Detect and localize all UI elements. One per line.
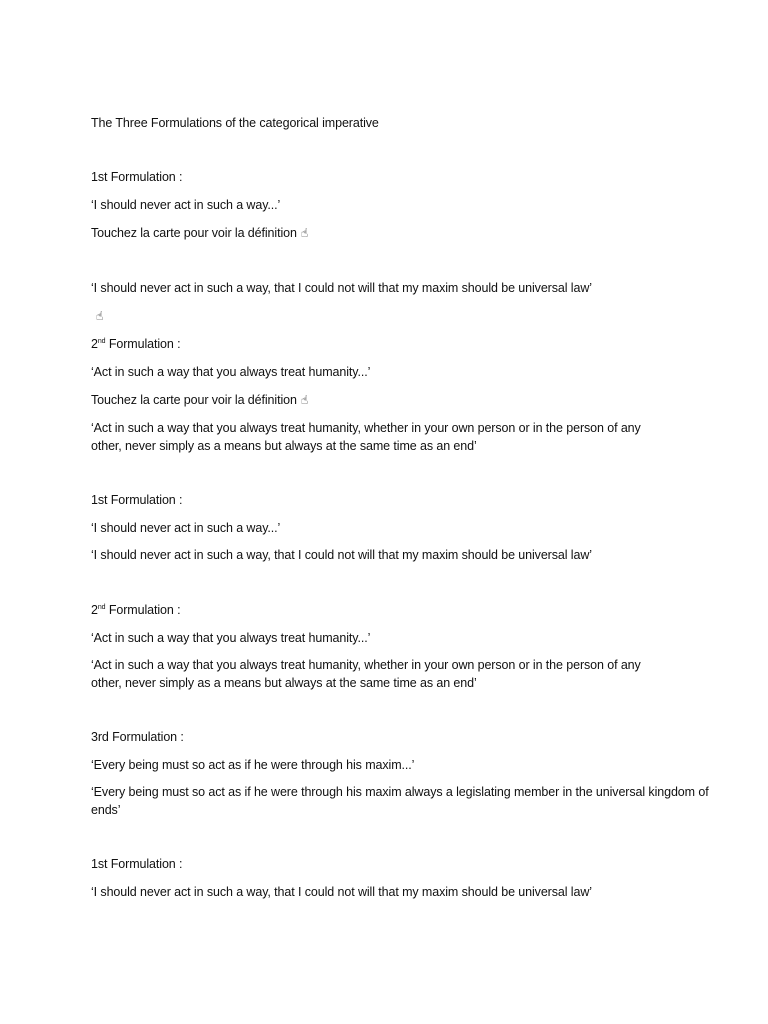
formulation-2-ordinal: nd [97,337,106,345]
formulation-1-heading: 1st Formulation : [91,857,183,871]
formulation-1-heading: 1st Formulation : [91,170,183,184]
pointing-hand-icon: ☝ [300,226,309,240]
touch-card-prompt[interactable] [91,391,691,409]
formulation-1-full: ‘I should never act in such a way, that I could not will that my maxim should be universal law’ [91,548,592,562]
formulation-1-short: ‘I should never act in such a way...’ [91,521,281,535]
formulation-2-short: ‘Act in such a way that you always treat humanity...’ [91,365,371,379]
pointing-hand-icon: ☝ [300,393,309,407]
touch-card-prompt[interactable] [91,224,691,242]
formulation-2-heading [91,335,691,353]
pointing-hand-icon[interactable]: ☝ [96,309,104,323]
formulation-2-heading [91,601,691,619]
formulation-2-number: 2 [91,603,98,617]
formulation-2-full: ‘Act in such a way that you always treat humanity, whether in your own person or in the person of any other, never simply as a means but always at the same time as an end’ [91,421,641,453]
document-title: The Three Formulations of the categorical imperative [91,116,379,130]
formulation-2-ordinal: nd [97,603,106,611]
formulation-2-label: Formulation : [105,337,181,351]
formulation-3-short: ‘Every being must so act as if he were through his maxim...’ [91,758,415,772]
formulation-3-full: ‘Every being must so act as if he were through his maxim always a legislating member in the universal kingdom of ends’ [91,785,709,817]
touch-card-text: Touchez la carte pour voir la définition [91,226,297,240]
formulation-1-heading: 1st Formulation : [91,493,183,507]
formulation-2-label: Formulation : [105,603,181,617]
formulation-1-short: ‘I should never act in such a way...’ [91,198,281,212]
formulation-2-number: 2 [91,337,98,351]
formulation-2-full: ‘Act in such a way that you always treat humanity, whether in your own person or in the person of any other, never simply as a means but always at the same time as an end’ [91,658,641,690]
formulation-2-short: ‘Act in such a way that you always treat humanity...’ [91,631,371,645]
formulation-1-full: ‘I should never act in such a way, that I could not will that my maxim should be universal law’ [91,281,592,295]
formulation-3-heading: 3rd Formulation : [91,730,184,744]
touch-card-text: Touchez la carte pour voir la définition [91,393,297,407]
formulation-1-full: ‘I should never act in such a way, that I could not will that my maxim should be universal law’ [91,885,592,899]
